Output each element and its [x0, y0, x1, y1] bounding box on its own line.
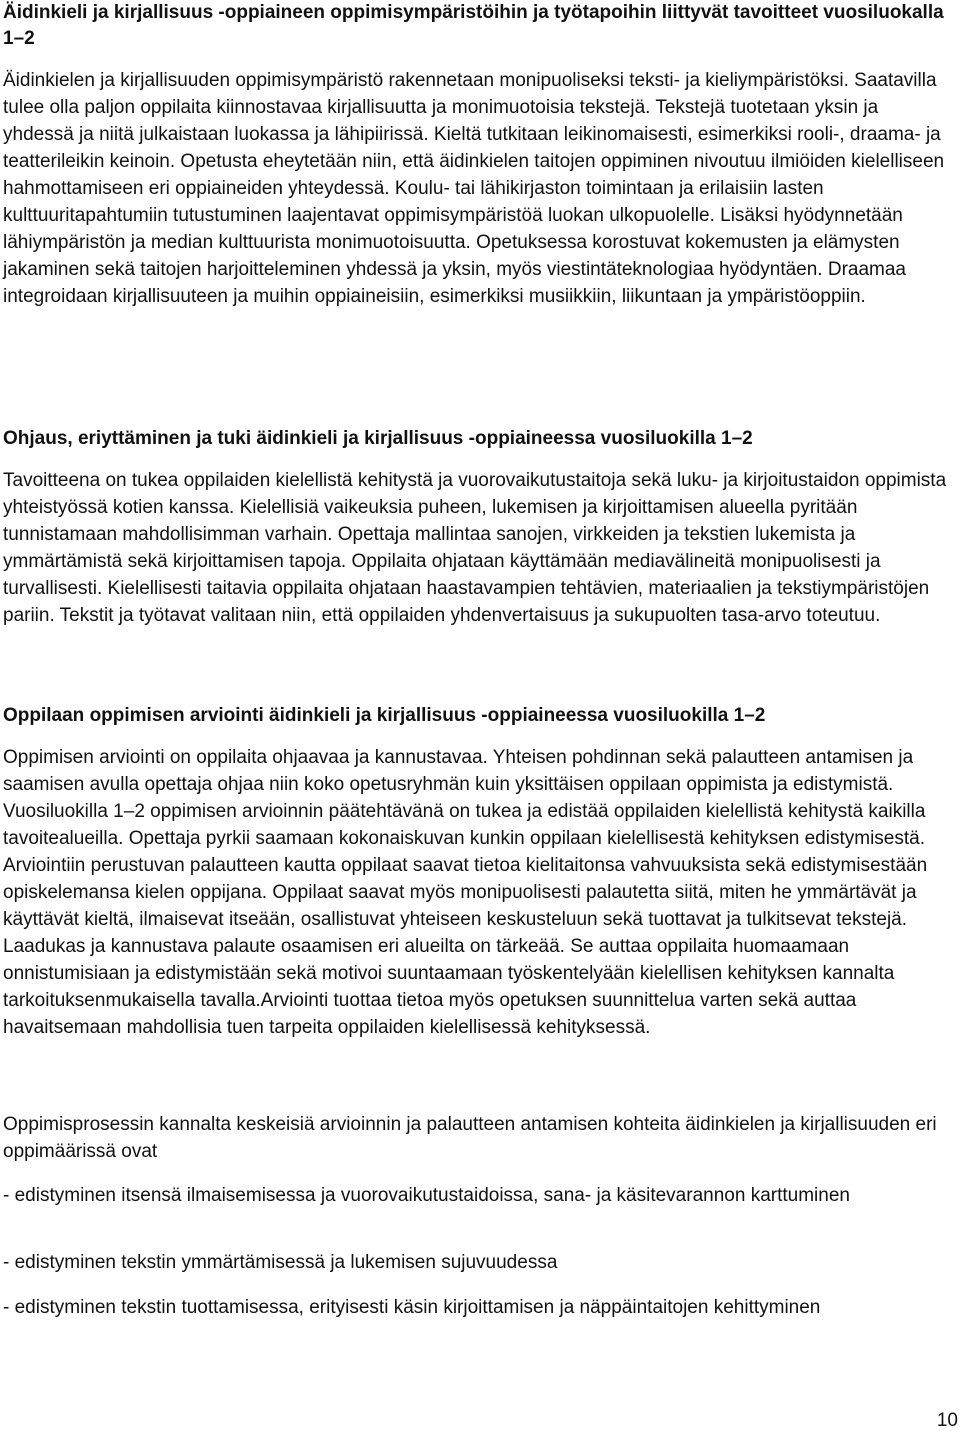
- section-heading: Ohjaus, eriyttäminen ja tuki äidinkieli ja kirjallisuus -oppiaineessa vuosiluokilla 1–2: [3, 428, 753, 449]
- section-paragraph: Äidinkielen ja kirjallisuuden oppimisympäristö rakennetaan monipuoliseksi teksti- ja kieliympäristöksi. Saatavilla tulee olla paljon oppilaita kiinnostavaa kirjallisuutta ja monimuotoisia tekstejä. Tekstejä tuotetaan yksin ja yhdessä ja niitä julkaistaan luokassa ja lähipiirissä. Kieltä tutkitaan leikinomaisesti, esimerkiksi rooli-, draama- ja teatterileikin keinoin. Opetusta eheytetään niin, että äidinkielen taitojen oppiminen nivoutuu ilmiöiden kielelliseen hahmottamiseen eri oppiaineiden yhteydessä. Koulu- tai lähikirjaston toimintaan ja erilaisiin lasten kulttuuritapahtumiin tutustuminen laajentavat oppimisympäristöä luokan ulkopuolelle. Lisäksi hyödynnetään lähiympäristön ja median kulttuurista monimuotoisuutta. Opetuksessa korostuvat kokemusten ja elämysten jakaminen sekä taitojen harjoitteleminen yhdessä ja yksin, myös viestintäteknologiaa hyödyntäen. Draamaa integroidaan kirjallisuuteen ja muihin oppiaineisiin, esimerkiksi musiikkiin, liikuntaan ja ympäristöoppiin.: [3, 70, 945, 307]
- list-item: - edistyminen tekstin ymmärtämisessä ja lukemisen sujuvuudessa: [3, 1252, 558, 1273]
- section-paragraph: Oppimisprosessin kannalta keskeisiä arvioinnin ja palautteen antamisen kohteita äidinkielen ja kirjallisuuden eri oppimäärissä ovat: [3, 1114, 937, 1162]
- list-item: - edistyminen tekstin tuottamisessa, erityisesti käsin kirjoittamisen ja näppäintaitojen kehittyminen: [3, 1297, 821, 1318]
- page-number: 10: [936, 1410, 958, 1431]
- section-heading: Äidinkieli ja kirjallisuus -oppiaineen oppimisympäristöihin ja työtapoihin liittyvät tavoitteet vuosiluokalla 1–2: [3, 2, 944, 49]
- section-paragraph: Oppimisen arviointi on oppilaita ohjaavaa ja kannustavaa. Yhteisen pohdinnan sekä palautteen antamisen ja saamisen avulla opettaja ohjaa niin koko opetusryhmän kuin yksittäisen oppilaan oppimista ja edistymistä. Vuosiluokilla 1–2 oppimisen arvioinnin päätehtävänä on tukea ja edistää oppilaiden kielellistä kehitystä kaikilla tavoitealueilla. Opettaja pyrkii saamaan kokonaiskuvan kunkin oppilaan kielellisestä kehityksen edistymisestä. Arviointiin perustuvan palautteen kautta oppilaat saavat tietoa kielitaitonsa vahvuuksista sekä edistymisestään opiskelemansa kielen oppijana. Oppilaat saavat myös monipuolisesti palautetta siitä, miten he ymmärtävät ja käyttävät kieltä, ilmaisevat itseään, osallistuvat yhteiseen keskusteluun sekä tuottavat ja tulkitsevat tekstejä. Laadukas ja kannustava palaute osaamisen eri alueilta on tärkeää. Se auttaa oppilaita huomaamaan onnistumisiaan ja edistymistään sekä motivoi suuntaamaan työskentelyään kielellisen kehityksen kannalta tarkoituksenmukaisella tavalla.Arviointi tuottaa tietoa myös opetuksen suunnittelua varten sekä auttaa havaitsemaan mahdollisia tuen tarpeita oppilaiden kielellisessä kehityksessä.: [3, 747, 928, 1038]
- section-heading: Oppilaan oppimisen arviointi äidinkieli ja kirjallisuus -oppiaineessa vuosiluokilla 1–2: [3, 705, 766, 726]
- section-paragraph: Tavoitteena on tukea oppilaiden kielellistä kehitystä ja vuorovaikutustaitoja sekä luku- ja kirjoitustaidon oppimista yhteistyössä kotien kanssa. Kielellisiä vaikeuksia puheen, lukemisen ja kirjoittamisen alueella pyritään tunnistamaan mahdollisimman varhain. Opettaja mallintaa sanojen, virkkeiden ja tekstien lukemista ja ymmärtämistä sekä kirjoittamisen tapoja. Oppilaita ohjataan käyttämään mediavälineitä monipuolisesti ja turvallisesti. Kielellisesti taitavia oppilaita ohjataan haastavampien tehtävien, materiaalien ja tekstiympäristöjen pariin. Tekstit ja työtavat valitaan niin, että oppilaiden yhdenvertaisuus ja sukupuolten tasa-arvo toteutuu.: [3, 470, 947, 626]
- list-item: - edistyminen itsensä ilmaisemisessa ja vuorovaikutustaidoissa, sana- ja käsitevarannon karttuminen: [3, 1185, 850, 1206]
